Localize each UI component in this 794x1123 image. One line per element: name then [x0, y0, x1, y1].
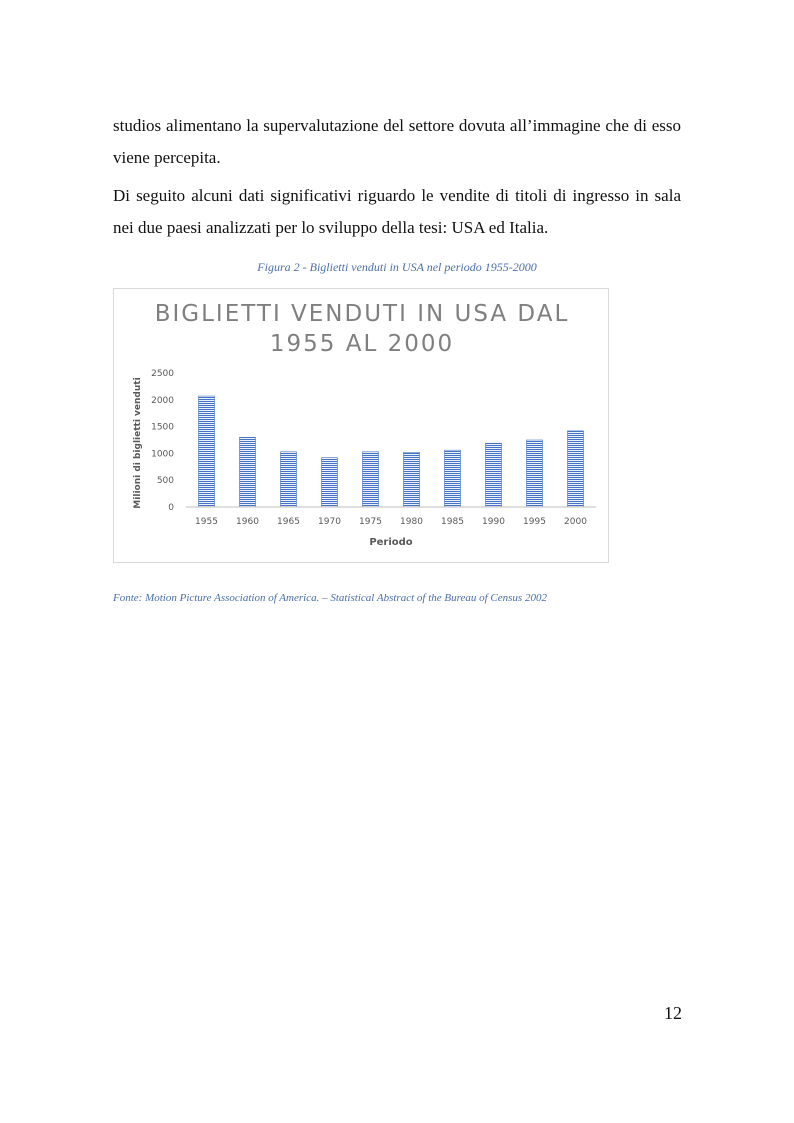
bar-1960: [240, 437, 256, 507]
chart-container: [113, 288, 609, 563]
bar-1985: [445, 450, 461, 507]
page-number: 12: [664, 1003, 682, 1023]
bar-1970: [322, 458, 338, 507]
chart-title-line-2: 1955 AL 2000: [269, 331, 455, 357]
bar-1995: [527, 440, 543, 507]
x-axis-label: Periodo: [369, 537, 413, 548]
x-tick-label: 1985: [441, 517, 464, 527]
y-tick-label: 0: [168, 503, 174, 513]
y-tick-label: 2000: [151, 395, 174, 406]
x-tick-label: 1970: [318, 517, 341, 527]
y-tick-label: 2500: [151, 369, 174, 379]
paragraph-1-line-2: viene percepita.: [113, 148, 221, 167]
figure-source: Fonte: Motion Picture Association of America. – Statistical Abstract of the Bureau of Census 2002: [113, 592, 547, 604]
paragraph-1-line-1: studios alimentano la supervalutazione del settore dovuta all’immagine che di esso: [113, 116, 681, 135]
x-tick-label: 2000: [564, 517, 587, 527]
paragraph-1: [113, 110, 681, 174]
x-tick-label: 1965: [277, 517, 300, 527]
bar-1990: [486, 443, 502, 507]
x-tick-label: 1990: [482, 517, 505, 527]
figure-caption: Figura 2 - Biglietti venduti in USA nel periodo 1955-2000: [257, 260, 537, 274]
bar-chart: [114, 289, 608, 562]
x-tick-label: 1975: [359, 517, 382, 527]
bar-1980: [404, 452, 420, 507]
bar-1955: [199, 396, 215, 507]
x-tick-label: 1960: [236, 517, 259, 527]
y-tick-label: 1000: [151, 449, 174, 460]
y-axis-label: Milioni di biglietti venduti: [133, 377, 143, 509]
chart-title-line-1: BIGLIETTI VENDUTI IN USA DAL: [154, 301, 570, 327]
bar-1975: [363, 452, 379, 507]
paragraph-2: Di seguito alcuni dati significativi riguardo le vendite di titoli di ingresso in sala nei due paesi analizzati per lo sviluppo della tesi: USA ed Italia.: [113, 186, 681, 237]
x-tick-label: 1955: [195, 517, 218, 527]
y-tick-label: 500: [156, 476, 174, 487]
x-tick-label: 1980: [400, 517, 423, 527]
bar-1965: [281, 452, 297, 507]
x-tick-label: 1995: [523, 517, 546, 527]
y-tick-label: 1500: [151, 422, 174, 433]
bar-2000: [568, 431, 584, 507]
